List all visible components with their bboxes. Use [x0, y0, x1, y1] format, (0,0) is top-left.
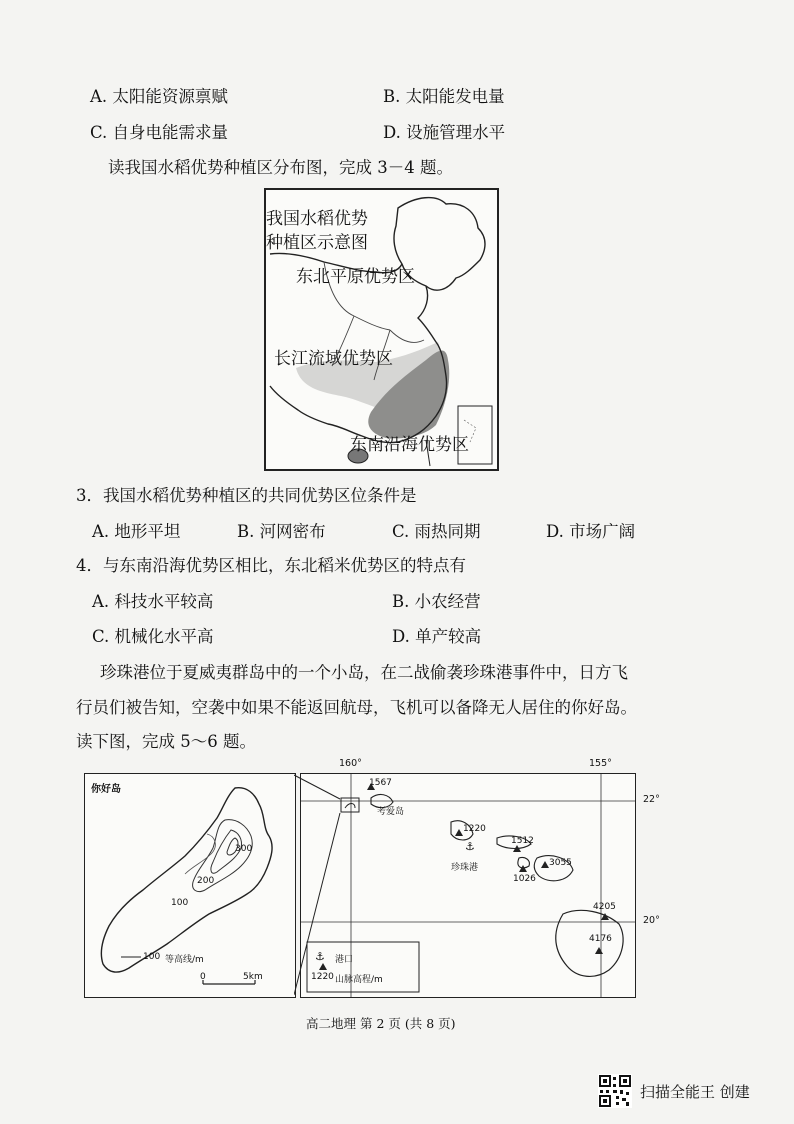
- pearl-intro-line1: 珍珠港位于夏威夷群岛中的一个小岛，在二战偷袭珍珠港事件中，日方飞: [100, 663, 628, 682]
- q3-option-d: D. 市场广阔: [546, 522, 636, 541]
- q4-option-a: A. 科技水平较高: [92, 592, 214, 611]
- kauai-label: 考爱岛: [377, 807, 405, 817]
- peak-1512-label: 1512: [511, 836, 534, 846]
- scale-end: 5km: [243, 972, 263, 982]
- q4-stem: 4．与东南沿海优势区相比，东北稻米优势区的特点有: [76, 556, 466, 575]
- peak-4176-label: 4176: [589, 934, 612, 944]
- q3-stem: 3．我国水稻优势种植区的共同优势区位条件是: [76, 486, 417, 505]
- longitude-160-label: 160°: [339, 758, 362, 769]
- pearl-intro-line3: 读下图，完成 5～6 题。: [76, 732, 256, 751]
- pearl-harbor-label: 珍珠港: [451, 863, 479, 873]
- map-connector-lines: [294, 773, 354, 1003]
- peak-1567-label: 1567: [369, 778, 392, 788]
- legend-contour-value: 100: [143, 952, 161, 962]
- qr-code-icon: [598, 1074, 632, 1108]
- label-northeast-plain-region: 东北平原优势区: [296, 267, 415, 287]
- peak-1026-label: 1026: [513, 874, 536, 884]
- legend-anchor-icon: ⚓: [315, 950, 325, 963]
- q2-option-b: B. 太阳能发电量: [383, 87, 505, 106]
- latitude-20-label: 20°: [643, 915, 660, 926]
- rice-map-instruction: 读我国水稻优势种植区分布图，完成 3－4 题。: [108, 158, 453, 177]
- rice-map: [264, 188, 499, 471]
- legend-peak-label: 山脉高程/m: [335, 975, 383, 985]
- q4-option-b: B. 小农经营: [392, 592, 481, 611]
- contour-label-100: 100: [171, 898, 189, 908]
- q2-option-a: A. 太阳能资源禀赋: [90, 87, 228, 106]
- longitude-155-label: 155°: [589, 758, 612, 769]
- page-footer: 高二地理 第 2 页 (共 8 页): [306, 1016, 456, 1031]
- scale-start: 0: [200, 972, 206, 982]
- rice-map-title-line1: 我国水稻优势: [266, 209, 368, 229]
- peak-1220-label: 1220: [463, 824, 486, 834]
- contour-label-200: 200: [197, 876, 215, 886]
- q3-option-c: C. 雨热同期: [392, 522, 481, 541]
- contour-label-300: 300: [235, 844, 253, 854]
- latitude-22-label: 22°: [643, 794, 660, 805]
- rice-map-title-line2: 种植区示意图: [266, 233, 368, 253]
- legend-peak-value: 1220: [311, 972, 334, 982]
- q4-option-c: C. 机械化水平高: [92, 627, 214, 646]
- q2-option-d: D. 设施管理水平: [383, 123, 506, 142]
- peak-4205-label: 4205: [593, 902, 616, 912]
- anchor-icon: ⚓: [465, 840, 475, 853]
- pearl-intro-line2: 行员们被告知，空袭中如果不能返回航母，飞机可以备降无人居住的你好岛。: [76, 698, 637, 717]
- q3-option-b: B. 河网密布: [237, 522, 326, 541]
- label-southeast-coast-region: 东南沿海优势区: [350, 435, 469, 455]
- island-map: [84, 773, 296, 998]
- island-name: 你好岛: [91, 784, 121, 795]
- legend-port-label: 港口: [335, 955, 354, 965]
- legend-contour-label: 等高线/m: [165, 955, 204, 965]
- q4-option-d: D. 单产较高: [392, 627, 482, 646]
- label-yangtze-region: 长江流域优势区: [274, 349, 393, 369]
- q2-option-c: C. 自身电能需求量: [90, 123, 229, 142]
- peak-3055-label: 3055: [549, 858, 572, 868]
- q3-option-a: A. 地形平坦: [92, 522, 181, 541]
- scanner-watermark: 扫描全能王 创建: [640, 1083, 750, 1101]
